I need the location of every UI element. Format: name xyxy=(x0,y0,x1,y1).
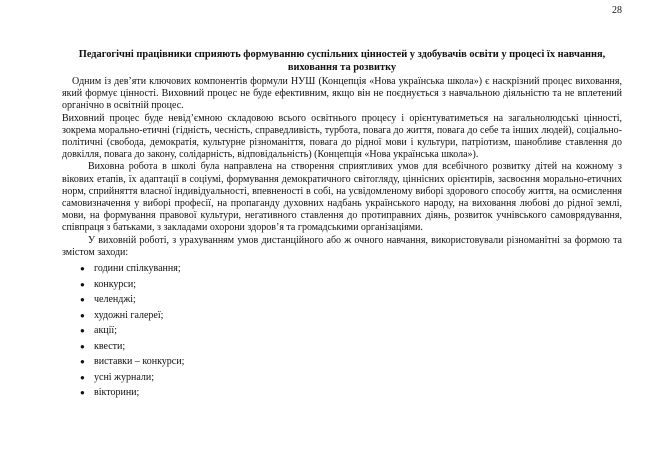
paragraph-3: Виховна робота в школі була направлена на створення сприятливих умов для всебічного розвитку дітей на кожному з вікових етапів, їх адаптації в соціумі, формування демократичного світогляду, ціннісних орієнтирів, засвоєння морально-етичних норм, сприйняття власної індивідуальності, впевненості в собі, на усвідомленому виборі здорового способу життя, на осмислення самовизначення у виборі професії, на пропаганду духовних надбань українського народу, на виховання любові до рідної землі, мови, на формування правової культури, негативного ставлення до протиправних діянь, розвиток учнівського самоврядування, співпраця з батьками, з закладами охорони здоров’я та громадськими організаціями. xyxy=(62,161,622,234)
paragraph-4: У виховній роботі, з урахуванням умов дистанційного або ж очного навчання, використовували різноманітні за формою та змістом заходи: xyxy=(62,234,622,258)
events-list xyxy=(62,261,622,401)
bullet-icon: ● xyxy=(80,372,85,382)
list-item: ● усні журнали; xyxy=(62,370,622,386)
bullet-icon: ● xyxy=(80,357,85,367)
list-item: ● акції; xyxy=(62,323,622,339)
list-item: ● виставки – конкурси; xyxy=(62,354,622,370)
paragraph-2: Виховний процес буде невід’ємною складовою всього освітнього процесу і орієнтуватиметься на загальнолюдські цінності, зокрема морально-етичні (гідність, чесність, справедливість, турбота, повага до життя, повага до себе та інших людей), соціально-політичні (свобода, демократія, культурне різноманіття, повага до рідної мови і культури, патріотизм, шанобливе ставлення до довкілля, повага до закону, солідарність, відповідальність) (Концепція «Нова українська школа»). xyxy=(62,112,622,161)
list-item: ● конкурси; xyxy=(62,277,622,293)
paragraph-1: Одним із дев’яти ключових компонентів формули НУШ (Концепція «Нова українська школа») є наскрізний процес виховання, який формує цінності. Виховний процес не буде ефективним, якщо він не поєднується з навчальною діяльністю та не вплетений органічно в освітній процес. xyxy=(62,76,622,112)
section-heading: Педагогічні працівники сприяють формуванню суспільних цінностей у здобувачів освіти у процесі їх навчання, виховання та розвитку xyxy=(78,49,606,73)
page-number: 28 xyxy=(612,5,622,16)
bullet-icon: ● xyxy=(80,326,85,336)
bullet-icon: ● xyxy=(80,279,85,289)
list-item: ● вікторини; xyxy=(62,385,622,401)
list-item: ● квести; xyxy=(62,339,622,355)
bullet-icon: ● xyxy=(80,388,85,398)
list-item: ● художні галереї; xyxy=(62,308,622,324)
document-body xyxy=(62,49,622,401)
bullet-icon: ● xyxy=(80,341,85,351)
list-item: ● години спілкування; xyxy=(62,261,622,277)
bullet-icon: ● xyxy=(80,264,85,274)
bullet-icon: ● xyxy=(80,310,85,320)
bullet-icon: ● xyxy=(80,295,85,305)
list-item: ● челенджі; xyxy=(62,292,622,308)
